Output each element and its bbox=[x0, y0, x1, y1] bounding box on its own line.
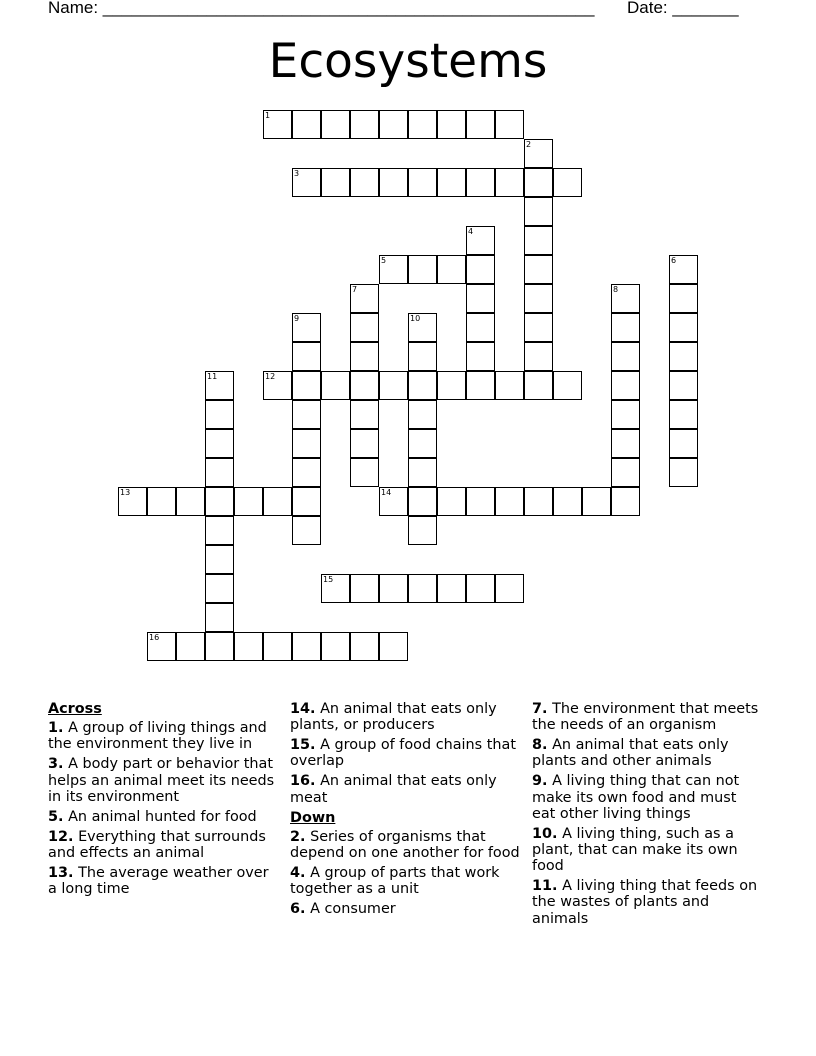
across-heading: Across bbox=[48, 701, 102, 717]
clue-number-label: 12 bbox=[265, 372, 276, 381]
grid-cell[interactable] bbox=[611, 429, 640, 458]
clue-down-4: 4. A group of parts that work together as a unit bbox=[290, 865, 500, 898]
grid-cell[interactable] bbox=[176, 632, 205, 661]
grid-cell[interactable] bbox=[466, 168, 495, 197]
grid-cell[interactable] bbox=[524, 168, 553, 197]
grid-cell[interactable] bbox=[669, 458, 698, 487]
grid-cell[interactable] bbox=[466, 487, 495, 516]
clue-across-14: 14. An animal that eats only plants, or producers bbox=[290, 701, 497, 734]
grid-cell[interactable] bbox=[408, 458, 437, 487]
grid-cell[interactable] bbox=[379, 371, 408, 400]
clue-number-label: 5 bbox=[381, 256, 387, 265]
grid-cell[interactable] bbox=[466, 371, 495, 400]
grid-cell[interactable] bbox=[553, 487, 582, 516]
grid-cell[interactable] bbox=[205, 545, 234, 574]
grid-cell[interactable] bbox=[408, 110, 437, 139]
grid-cell[interactable] bbox=[292, 458, 321, 487]
grid-cell[interactable] bbox=[205, 632, 234, 661]
clue-number-label: 1 bbox=[265, 111, 271, 120]
grid-cell[interactable] bbox=[350, 110, 379, 139]
grid-cell[interactable] bbox=[437, 168, 466, 197]
grid-cell[interactable] bbox=[263, 487, 292, 516]
grid-cell[interactable] bbox=[234, 487, 263, 516]
clue-number-label: 10 bbox=[410, 314, 421, 323]
grid-cell[interactable] bbox=[495, 574, 524, 603]
clue-number-label: 7 bbox=[352, 285, 358, 294]
clue-number-label: 16 bbox=[149, 633, 160, 642]
grid-cell[interactable] bbox=[321, 371, 350, 400]
grid-cell[interactable] bbox=[524, 487, 553, 516]
grid-cell[interactable] bbox=[292, 400, 321, 429]
grid-cell[interactable] bbox=[176, 487, 205, 516]
grid-cell[interactable] bbox=[611, 400, 640, 429]
grid-cell[interactable] bbox=[379, 574, 408, 603]
grid-cell[interactable] bbox=[495, 487, 524, 516]
grid-cell[interactable] bbox=[408, 400, 437, 429]
grid-cell[interactable] bbox=[553, 168, 582, 197]
grid-cell[interactable] bbox=[466, 255, 495, 284]
grid-cell[interactable] bbox=[292, 632, 321, 661]
grid-cell[interactable] bbox=[582, 487, 611, 516]
grid-cell[interactable] bbox=[292, 516, 321, 545]
grid-cell[interactable] bbox=[350, 574, 379, 603]
grid-cell[interactable] bbox=[350, 632, 379, 661]
grid-cell[interactable] bbox=[611, 371, 640, 400]
grid-cell[interactable] bbox=[408, 342, 437, 371]
clue-number-label: 9 bbox=[294, 314, 300, 323]
clue-number-label: 3 bbox=[294, 169, 300, 178]
clue-across-15: 15. A group of food chains that overlap bbox=[290, 737, 516, 770]
grid-cell[interactable] bbox=[611, 342, 640, 371]
grid-cell[interactable] bbox=[350, 342, 379, 371]
grid-cell[interactable] bbox=[466, 284, 495, 313]
grid-cell[interactable] bbox=[147, 487, 176, 516]
grid-cell[interactable] bbox=[466, 313, 495, 342]
grid-cell[interactable] bbox=[669, 284, 698, 313]
grid-cell[interactable] bbox=[350, 313, 379, 342]
grid-cell[interactable] bbox=[379, 632, 408, 661]
grid-cell[interactable] bbox=[350, 458, 379, 487]
grid-cell[interactable] bbox=[437, 574, 466, 603]
clue-number-label: 4 bbox=[468, 227, 474, 236]
clue-across-5: 5. An animal hunted for food bbox=[48, 808, 257, 825]
clue-across-12: 12. Everything that surrounds and effects an animal bbox=[48, 828, 266, 862]
grid-cell[interactable] bbox=[408, 574, 437, 603]
grid-cell[interactable] bbox=[292, 429, 321, 458]
grid-cell[interactable] bbox=[292, 342, 321, 371]
grid-cell[interactable] bbox=[524, 342, 553, 371]
clue-number-label: 2 bbox=[526, 140, 532, 149]
grid-cell[interactable] bbox=[350, 400, 379, 429]
grid-cell[interactable] bbox=[408, 371, 437, 400]
grid-cell[interactable] bbox=[524, 371, 553, 400]
grid-cell[interactable] bbox=[408, 255, 437, 284]
grid-cell[interactable] bbox=[205, 458, 234, 487]
date-field: Date: _______ bbox=[627, 0, 739, 17]
clue-down-7: 7. The environment that meets the needs of an organism bbox=[532, 701, 759, 734]
grid-cell[interactable] bbox=[350, 371, 379, 400]
grid-cell[interactable] bbox=[669, 371, 698, 400]
grid-cell[interactable] bbox=[205, 429, 234, 458]
grid-cell[interactable] bbox=[408, 168, 437, 197]
grid-cell[interactable] bbox=[205, 574, 234, 603]
clue-number-label: 8 bbox=[613, 285, 619, 294]
clue-number-label: 11 bbox=[207, 372, 218, 381]
grid-cell[interactable] bbox=[263, 632, 292, 661]
grid-cell[interactable] bbox=[321, 110, 350, 139]
clue-across-16: 16. An animal that eats only meat bbox=[290, 773, 497, 806]
grid-cell[interactable] bbox=[611, 313, 640, 342]
down-heading: Down bbox=[290, 809, 336, 826]
grid-cell[interactable] bbox=[292, 110, 321, 139]
clue-across-3: 3. A body part or behavior that helps an animal meet its needs in its environment bbox=[48, 756, 275, 805]
page-title: Ecosystems bbox=[268, 34, 548, 89]
clue-number-label: 6 bbox=[671, 256, 677, 265]
grid-cell[interactable] bbox=[524, 255, 553, 284]
grid-cell[interactable] bbox=[524, 226, 553, 255]
grid-cell[interactable] bbox=[524, 313, 553, 342]
grid-cell[interactable] bbox=[379, 110, 408, 139]
clue-down-2: 2. Series of organisms that depend on one another for food bbox=[290, 828, 520, 862]
clue-across-1: 1. A group of living things and the environment they live in bbox=[48, 720, 267, 753]
clues-column-3 bbox=[532, 701, 764, 931]
grid-cell[interactable] bbox=[350, 429, 379, 458]
clue-number-label: 15 bbox=[323, 575, 334, 584]
grid-cell[interactable] bbox=[350, 168, 379, 197]
grid-cell[interactable] bbox=[669, 400, 698, 429]
clue-down-11: 11. A living thing that feeds on the wastes of plants and animals bbox=[532, 878, 758, 927]
clue-across-13: 13. The average weather over a long time bbox=[48, 865, 269, 898]
clue-number-label: 13 bbox=[120, 488, 131, 497]
grid-cell[interactable] bbox=[466, 342, 495, 371]
name-field: Name: ____________________________________________________ bbox=[48, 0, 595, 17]
clue-number-label: 14 bbox=[381, 488, 392, 497]
grid-cell[interactable] bbox=[495, 110, 524, 139]
grid-cell[interactable] bbox=[524, 197, 553, 226]
clue-down-9: 9. A living thing that can not make its own food and must eat other living things bbox=[532, 773, 740, 822]
grid-cell[interactable] bbox=[437, 371, 466, 400]
grid-cell[interactable] bbox=[524, 284, 553, 313]
grid-cell[interactable] bbox=[408, 516, 437, 545]
clue-down-8: 8. An animal that eats only plants and other animals bbox=[532, 737, 729, 770]
grid-cell[interactable] bbox=[205, 516, 234, 545]
clue-down-10: 10. A living thing, such as a plant, that can make its own food bbox=[532, 825, 738, 875]
grid-cell[interactable] bbox=[669, 342, 698, 371]
grid-cell[interactable] bbox=[495, 371, 524, 400]
grid-cell[interactable] bbox=[292, 371, 321, 400]
grid-cell[interactable] bbox=[437, 487, 466, 516]
grid-cell[interactable] bbox=[495, 168, 524, 197]
grid-cell[interactable] bbox=[437, 110, 466, 139]
grid-cell[interactable] bbox=[669, 313, 698, 342]
grid-cell[interactable] bbox=[205, 487, 234, 516]
grid-cell[interactable] bbox=[611, 458, 640, 487]
grid-cell[interactable] bbox=[205, 400, 234, 429]
grid-cell[interactable] bbox=[669, 429, 698, 458]
grid-cell[interactable] bbox=[408, 429, 437, 458]
grid-cell[interactable] bbox=[553, 371, 582, 400]
grid-cell[interactable] bbox=[437, 255, 466, 284]
grid-cell[interactable] bbox=[611, 487, 640, 516]
grid-cell[interactable] bbox=[466, 574, 495, 603]
grid-cell[interactable] bbox=[321, 168, 350, 197]
grid-cell[interactable] bbox=[408, 487, 437, 516]
grid-cell[interactable] bbox=[466, 110, 495, 139]
grid-cell[interactable] bbox=[292, 487, 321, 516]
grid-cell[interactable] bbox=[234, 632, 263, 661]
grid-cell[interactable] bbox=[205, 603, 234, 632]
grid-cell[interactable] bbox=[379, 168, 408, 197]
clues-column-2 bbox=[290, 701, 522, 921]
clue-down-6: 6. A consumer bbox=[290, 901, 396, 918]
clues-column-1 bbox=[48, 701, 280, 901]
grid-cell[interactable] bbox=[321, 632, 350, 661]
